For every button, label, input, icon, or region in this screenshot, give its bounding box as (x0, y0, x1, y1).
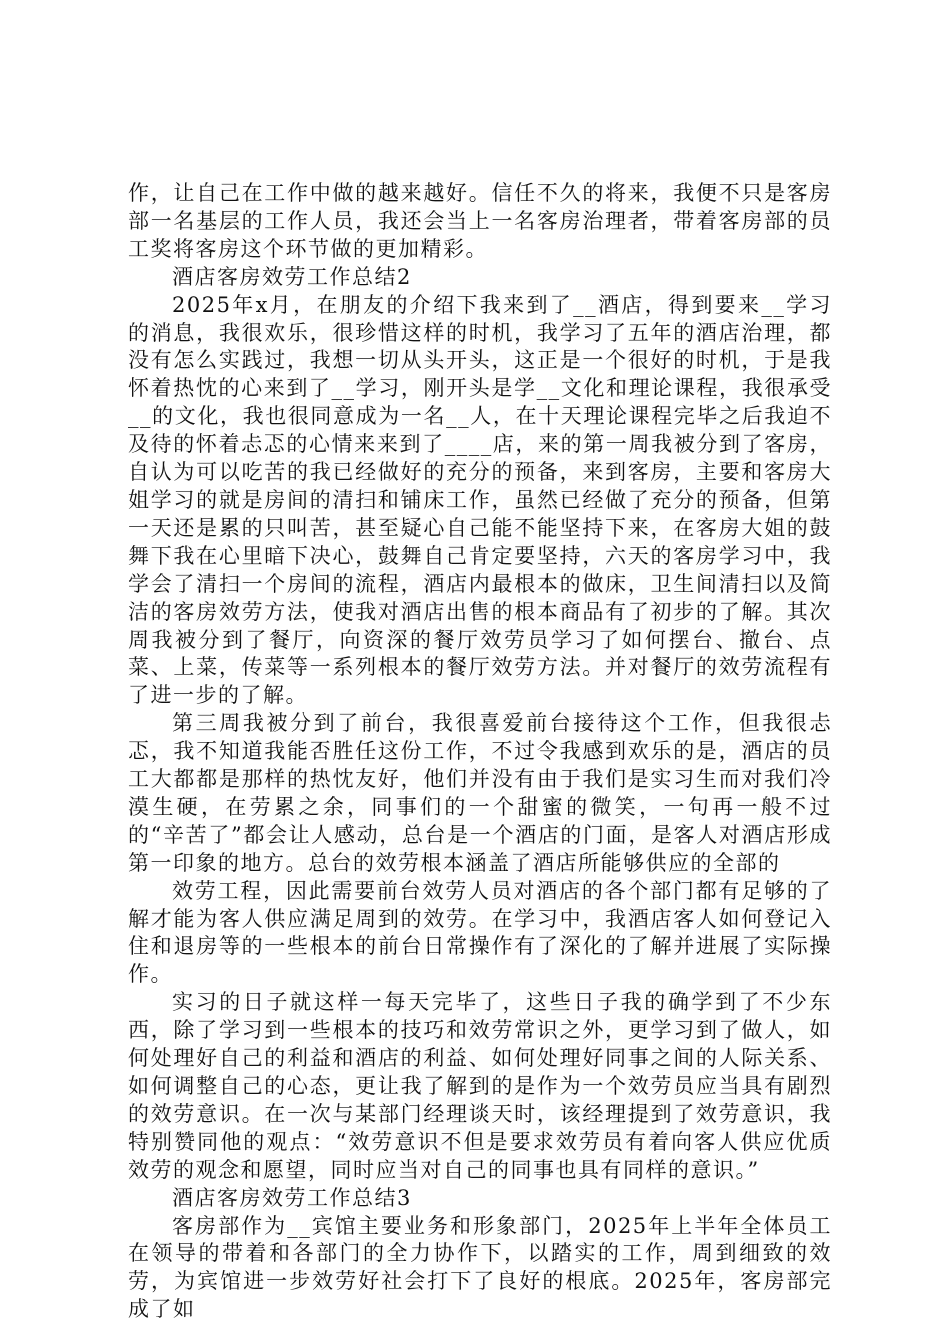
paragraph-intro: 2025年x月，在朋友的介绍下我来到了__酒店，得到要来__学习的消息，我很欢乐，很珍惜这样的时机，我学习了五年的酒店治理，都没有怎么实践过，我想一切从头开头，这正是一个很好的时机，于是我怀着热忱的心来到了__学习，刚开头是学__文化和理论课程，我很承受__的文化，我也很同意成为一名__人，在十天理论课程完毕之后我迫不及待的怀着忐忑的心情来来到了____店，来的第一周我被分到了客房，自认为可以吃苦的我已经做好的充分的预备，来到客房，主要和客房大姐学习的就是房间的清扫和铺床工作，虽然已经做了充分的预备，但第一天还是累的只叫苦，甚至疑心自己能不能坚持下来，在客房大姐的鼓舞下我在心里暗下决心，鼓舞自己肯定要坚持，六天的客房学习中，我学会了清扫一个房间的流程，酒店内最根本的做床，卫生间清扫以及简洁的客房效劳方法，使我对酒店出售的根本商品有了初步的了解。其次周我被分到了餐厅，向资深的餐厅效劳员学习了如何摆台、撤台、点菜、上菜，传菜等一系列根本的餐厅效劳方法。并对餐厅的效劳流程有了进一步的了解。 (128, 292, 832, 708)
paragraph-service-items: 效劳工程，因此需要前台效劳人员对酒店的各个部门都有足够的了解才能为客人供应满足周到的效劳。在学习中，我酒店客人如何登记入住和退房等的一些根本的前台日常操作有了深化的了解并进展了实际操作。 (128, 878, 832, 987)
document-page (128, 180, 832, 1324)
paragraph-internship-summary: 实习的日子就这样一每天完毕了，这些日子我的确学到了不少东西，除了学习到一些根本的技巧和效劳常识之外，更学习到了做人，如何处理好自己的利益和酒店的利益、如何处理好同事之间的人际关系、如何调整自己的心态，更让我了解到的是作为一个效劳员应当具有剧烈的效劳意识。在一次与某部门经理谈天时，该经理提到了效劳意识，我特别赞同他的观点：“效劳意识不但是要求效劳员有着向客人供应优质效劳的观念和愿望，同时应当对自己的同事也具有同样的意识。” (128, 990, 832, 1182)
paragraph-front-desk: 第三周我被分到了前台，我很喜爱前台接待这个工作，但我很忐忑，我不知道我能否胜任这份工作，不过令我感到欢乐的是，酒店的员工大都都是那样的热忱友好，他们并没有由于我们是实习生而对我们冷漠生硬，在劳累之余，同事们的一个甜蜜的微笑，一句再一般不过的“辛苦了”都会让人感动，总台是一个酒店的门面，是客人对酒店形成第一印象的地方。总台的效劳根本涵盖了酒店所能够供应的全部的 (128, 711, 832, 875)
section-heading-3: 酒店客房效劳工作总结3 (172, 1185, 412, 1210)
paragraph-housekeeping: 客房部作为__宾馆主要业务和形象部门，2025年上半年全体员工在领导的带着和各部门的全力协作下，以踏实的工作，周到细致的效劳，为宾馆进一步效劳好社会打下了良好的根底。2025年，客房部完成了如 (128, 1213, 832, 1322)
paragraph-continued: 作，让自己在工作中做的越来越好。信任不久的将来，我便不只是客房部一名基层的工作人员，我还会当上一名客房治理者，带着客房部的员工奖将客房这个环节做的更加精彩。 (128, 181, 832, 261)
section-heading-2: 酒店客房效劳工作总结2 (172, 264, 412, 289)
